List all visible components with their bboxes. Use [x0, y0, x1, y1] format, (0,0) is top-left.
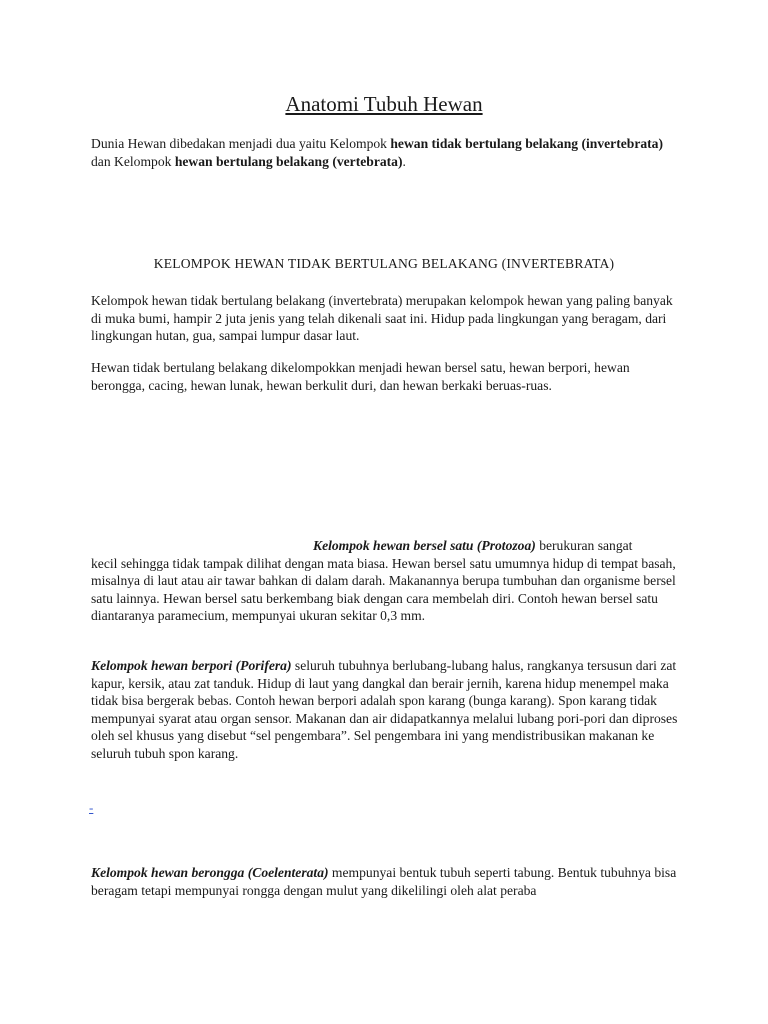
paragraph-protozoa [91, 537, 681, 625]
paragraph-coelenterata [91, 864, 681, 899]
link-dash[interactable]: - [89, 800, 94, 815]
intro-bold-vertebrata: hewan bertulang belakang (vertebrata) [174, 153, 403, 169]
protozoa-first-line [91, 537, 681, 555]
porifera-label: Kelompok hewan berpori (Porifera) [91, 658, 292, 673]
intro-text-2: dan Kelompok [91, 153, 175, 169]
paragraph-invertebrata-groups: Hewan tidak bertulang belakang dikelompokkan menjadi hewan bersel satu, hewan berpori, hewan berongga, cacing, hewan lunak, hewan berkulit duri, dan hewan berkaki beruas-ruas. [91, 360, 630, 393]
coelenterata-label: Kelompok hewan berongga (Coelenterata) [91, 865, 329, 880]
section-heading: KELOMPOK HEWAN TIDAK BERTULANG BELAKANG (INVERTEBRATA) [153, 256, 615, 271]
coelenterata-text: mempunyai bentuk tubuh seperti tabung. Bentuk tubuhnya bisa beragam tetapi mempunyai rongga dengan mulut yang dikelilingi oleh alat peraba [91, 865, 677, 898]
paragraph-porifera [91, 657, 681, 763]
protozoa-label: Kelompok hewan bersel satu (Protozoa) [313, 538, 536, 553]
intro-text-3: . [402, 153, 406, 169]
intro-bold-invertebrata: hewan tidak bertulang belakang (invertebrata) [390, 136, 663, 151]
protozoa-text-rest: kecil sehingga tidak tampak dilihat dengan mata biasa. Hewan bersel satu umumnya hidup di tempat basah, misalnya di laut atau air tawar bahkan di dalam darah. Makanannya berupa tumbuhan dan organisme bersel satu lainnya. Hewan bersel satu berkembang biak dengan cara membelah diri. Contoh hewan bersel satu diantaranya paramecium, mempunyai ukuran sekitar 0,3 mm. [91, 555, 676, 624]
intro-text-1: Dunia Hewan dibedakan menjadi dua yaitu Kelompok [91, 136, 391, 151]
paragraph-invertebrata-overview: Kelompok hewan tidak bertulang belakang (invertebrata) merupakan kelompok hewan yang paling banyak di muka bumi, hampir 2 juta jenis yang telah dikenali saat ini. Hidup pada lingkungan yang beragam, dari lingkungan hutan, gua, sampai lumpur dasar laut. [91, 293, 673, 344]
protozoa-text-first: berukuran sangat [535, 538, 633, 553]
document-title: Anatomi Tubuh Hewan [285, 92, 483, 116]
porifera-text: seluruh tubuhnya berlubang-lubang halus, rangkanya tersusun dari zat kapur, kersik, atau zat tanduk. Hidup di laut yang dangkal dan berair jernih, karena hidup menempel maka tidak bisa bergerak bebas. Contoh hewan berpori adalah spon karang (bunga karang). Spon karang tidak mempunyai syarat atau organ sensor. Makanan dan air didapatkannya melalui lubang pori-pori dan diproses oleh sel khusus yang disebut “sel pengembara”. Sel pengembara ini yang mendistribusikan makanan ke seluruh tubuh spon karang. [91, 658, 678, 761]
intro-paragraph [91, 135, 681, 170]
